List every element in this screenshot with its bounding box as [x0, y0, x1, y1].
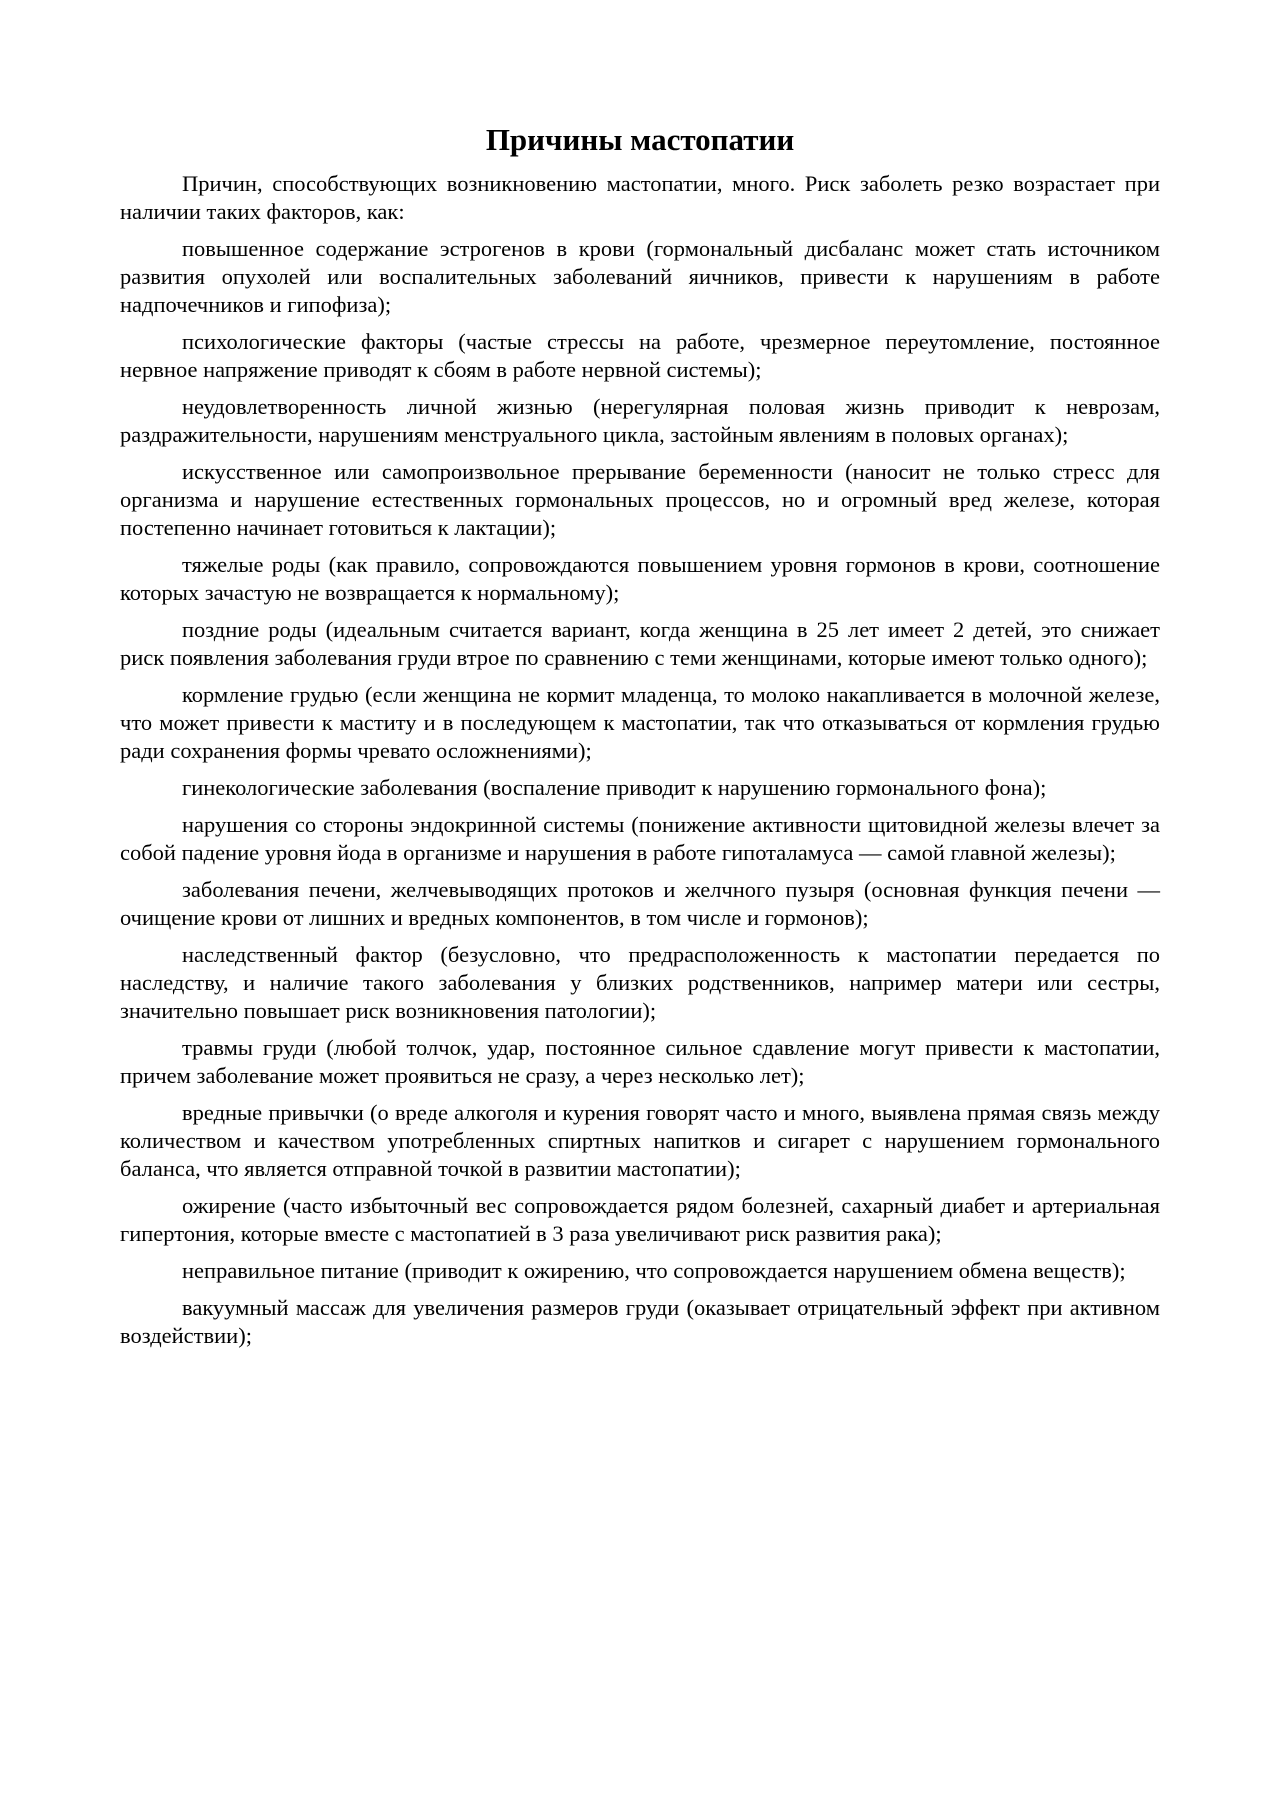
document-page: [120, 120, 1160, 1359]
paragraph-pregnancy-termination: искусственное или самопроизвольное прерывание беременности (наносит не только стресс для организма и нарушение естественных гормональных процессов, но и огромный вред железе, которая постепенно начинает готовиться к лактации);: [120, 459, 1160, 540]
paragraph-gynecological: гинекологические заболевания (воспаление приводит к нарушению гормонального фона);: [182, 775, 1047, 800]
paragraph-personal-life: неудовлетворенность личной жизнью (нерегулярная половая жизнь приводит к неврозам, раздражительности, нарушениям менструального цикла, застойным явлениям в половых органах);: [120, 394, 1160, 447]
paragraph-late-birth: поздние роды (идеальным считается вариант, когда женщина в 25 лет имеет 2 детей, это снижает риск появления заболевания груди втрое по сравнению с теми женщинами, которые имеют только одного);: [120, 617, 1160, 670]
paragraph-estrogen: повышенное содержание эстрогенов в крови (гормональный дисбаланс может стать источником развития опухолей или воспалительных заболеваний яичников, привести к нарушениям в работе надпочечников и гипофиза);: [120, 236, 1160, 317]
paragraph-heredity: наследственный фактор (безусловно, что предрасположенность к мастопатии передается по наследству, и наличие такого заболевания у близких родственников, например матери или сестры, значительно повышает риск возникновения патологии);: [120, 942, 1160, 1023]
paragraph-psychological: психологические факторы (частые стрессы на работе, чрезмерное переутомление, постоянное нервное напряжение приводят к сбоям в работе нервной системы);: [120, 329, 1160, 382]
paragraph-endocrine: нарушения со стороны эндокринной системы (понижение активности щитовидной железы влечет за собой падение уровня йода в организме и нарушения в работе гипоталамуса — самой главной железы);: [120, 812, 1160, 865]
paragraph-breastfeeding: кормление грудью (если женщина не кормит младенца, то молоко накапливается в молочной железе, что может привести к маститу и в последующем к мастопатии, так что отказываться от кормления грудью ради сохранения формы чревато осложнениями);: [120, 682, 1160, 763]
paragraph-vacuum-massage: вакуумный массаж для увеличения размеров груди (оказывает отрицательный эффект при активном воздействии);: [120, 1295, 1160, 1348]
page-title: Причины мастопатии: [485, 122, 795, 157]
paragraph-bad-habits: вредные привычки (о вреде алкоголя и курения говорят часто и много, выявлена прямая связь между количеством и качеством употребленных спиртных напитков и сигарет с нарушением гормонального баланса, что является отправной точкой в развитии мастопатии);: [120, 1100, 1160, 1181]
paragraph-difficult-birth: тяжелые роды (как правило, сопровождаются повышением уровня гормонов в крови, соотношение которых зачастую не возвращается к нормальному);: [120, 552, 1160, 605]
paragraph-intro: Причин, способствующих возникновению мастопатии, много. Риск заболеть резко возрастает при наличии таких факторов, как:: [120, 171, 1160, 224]
paragraph-obesity: ожирение (часто избыточный вес сопровождается рядом болезней, сахарный диабет и артериальная гипертония, которые вместе с мастопатией в 3 раза увеличивают риск развития рака);: [120, 1193, 1160, 1246]
paragraph-liver: заболевания печени, желчевыводящих протоков и желчного пузыря (основная функция печени — очищение крови от лишних и вредных компонентов, в том числе и гормонов);: [120, 877, 1160, 930]
paragraph-nutrition: неправильное питание (приводит к ожирению, что сопровождается нарушением обмена веществ);: [182, 1258, 1126, 1283]
paragraph-breast-trauma: травмы груди (любой толчок, удар, постоянное сильное сдавление могут привести к мастопатии, причем заболевание может проявиться не сразу, а через несколько лет);: [120, 1035, 1160, 1088]
